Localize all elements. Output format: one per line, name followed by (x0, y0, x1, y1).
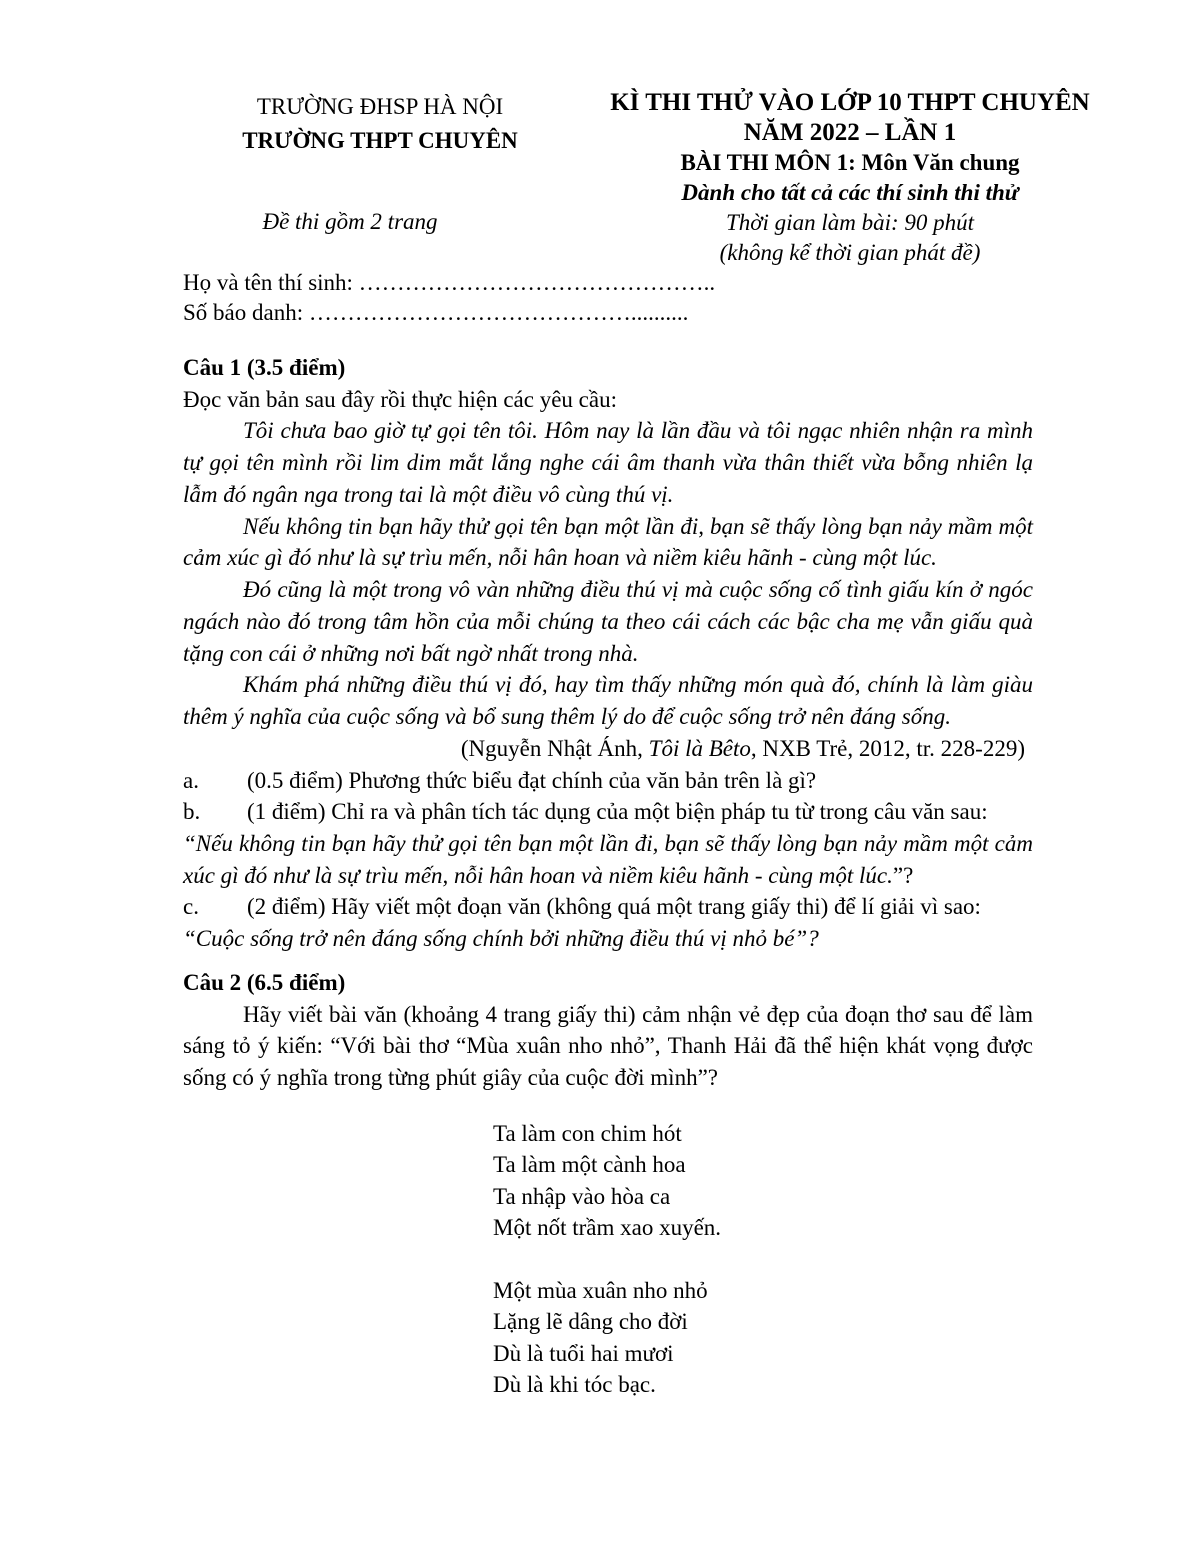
source-publisher: , NXB Trẻ, 2012, tr. 228-229) (750, 735, 1025, 761)
poem-line: Ta làm một cành hoa (493, 1152, 686, 1178)
question-item-b (183, 796, 1033, 828)
quote-b (183, 828, 1033, 891)
question-1-intro: Đọc văn bản sau đây rồi thực hiện các yêu cầu: (183, 386, 617, 412)
item-label: b. (183, 799, 201, 825)
quote-b-end: ”? (892, 862, 914, 888)
subject-name: Môn Văn chung (861, 150, 1020, 175)
exam-block (580, 88, 1120, 268)
school-name-line2: TRƯỜNG THPT CHUYÊN (242, 128, 518, 153)
exam-duration: Thời gian làm bài: 90 phút (725, 210, 975, 235)
quote-c: “Cuộc sống trở nên đáng sống chính bởi những điều thú vị nhỏ bé”? (183, 926, 819, 952)
page-count: Đề thi gồm 2 trang (262, 209, 438, 234)
passage-paragraph: Khám phá những điều thú vị đó, hay tìm thấy những món quà đó, chính là làm giàu thêm ý nghĩa của cuộc sống và bổ sung thêm lý do để cuộc sống trở nên đáng sống. (183, 672, 1033, 730)
exam-audience: Dành cho tất cả các thí sinh thi thử (681, 180, 1019, 205)
candidate-info (183, 268, 983, 328)
exam-body (183, 352, 1033, 1401)
poem-line: Một nốt trầm xao xuyến. (493, 1215, 722, 1241)
school-name-line1: TRƯỜNG ĐHSP HÀ NỘI (256, 94, 504, 119)
item-label: a. (183, 767, 199, 793)
poem-line: Dù là tuổi hai mươi (493, 1340, 674, 1366)
poem-line: Một mùa xuân nho nhỏ (493, 1277, 708, 1303)
poem-line: Ta nhập vào hòa ca (493, 1183, 671, 1209)
question-1-title: Câu 1 (3.5 điểm) (183, 355, 346, 380)
exam-subject (580, 148, 1120, 178)
exam-duration-note: (không kể thời gian phát đề) (719, 240, 981, 265)
poem (493, 1118, 1033, 1401)
question-item-c (183, 891, 1033, 923)
poem-line: Ta làm con chim hót (493, 1120, 682, 1146)
source-author: (Nguyễn Nhật Ánh, (460, 735, 649, 761)
school-block (200, 90, 560, 158)
candidate-id-line: Số báo danh: …………………………………….......... (183, 300, 689, 325)
exam-year: NĂM 2022 – LẦN 1 (743, 119, 957, 146)
question-2-title: Câu 2 (6.5 điểm) (183, 969, 346, 995)
item-text: (1 điểm) Chỉ ra và phân tích tác dụng của một biện pháp tu từ trong câu văn sau: (247, 799, 988, 825)
passage-paragraph: Tôi chưa bao giờ tự gọi tên tôi. Hôm nay là lần đầu và tôi ngạc nhiên nhận ra mình tự gọi tên mình rồi lim dim mắt lắng nghe cái âm thanh vừa thân thiết vừa bỗng nhiên lạ lẫm đó ngân nga trong tai là một điều vô cùng thú vị. (183, 418, 1033, 507)
passage-source (183, 733, 1033, 765)
exam-title: KÌ THI THỬ VÀO LỚP 10 THPT CHUYÊN (610, 89, 1090, 116)
question-item-a (183, 765, 1033, 797)
poem-line: Lặng lẽ dâng cho đời (493, 1309, 688, 1335)
question-2-prompt: Hãy viết bài văn (khoảng 4 trang giấy thi) cảm nhận vẻ đẹp của đoạn thơ sau để làm sáng tỏ ý kiến: “Với bài thơ “Mùa xuân nho nhỏ”, Thanh Hải đã thể hiện khát vọng được sống có ý nghĩa trong từng phút giây của cuộc đời mình”? (183, 1001, 1033, 1091)
item-label: c. (183, 894, 199, 920)
subject-label: BÀI THI MÔN 1: (680, 150, 862, 175)
item-text: (2 điểm) Hãy viết một đoạn văn (không quá một trang giấy thi) để lí giải vì sao: (247, 894, 981, 920)
passage-paragraph: Nếu không tin bạn hãy thử gọi tên bạn một lần đi, bạn sẽ thấy lòng bạn nảy mầm một cảm xúc gì đó như là sự trìu mến, nỗi hân hoan và niềm kiêu hãnh - cùng một lúc. (183, 513, 1033, 571)
poem-line: Dù là khi tóc bạc. (493, 1372, 656, 1398)
quote-b-text: “Nếu không tin bạn hãy thử gọi tên bạn một lần đi, bạn sẽ thấy lòng bạn nảy mầm một cảm xúc gì đó như là sự trìu mến, nỗi hân hoan và niềm kiêu hãnh - cùng một lúc. (183, 831, 1033, 888)
passage-paragraph: Đó cũng là một trong vô vàn những điều thú vị mà cuộc sống cố tình giấu kín ở ngóc ngách nào đó trong tâm hồn của mỗi chúng ta theo cái cách các bậc cha mẹ vẫn giấu quà tặng con cái ở những nơi bất ngờ nhất trong nhà. (183, 577, 1033, 666)
item-text: (0.5 điểm) Phương thức biểu đạt chính của văn bản trên là gì? (247, 767, 817, 793)
candidate-name-line: Họ và tên thí sinh: ……………………………………….. (183, 270, 716, 295)
source-book-title: Tôi là Bêto (648, 735, 751, 761)
